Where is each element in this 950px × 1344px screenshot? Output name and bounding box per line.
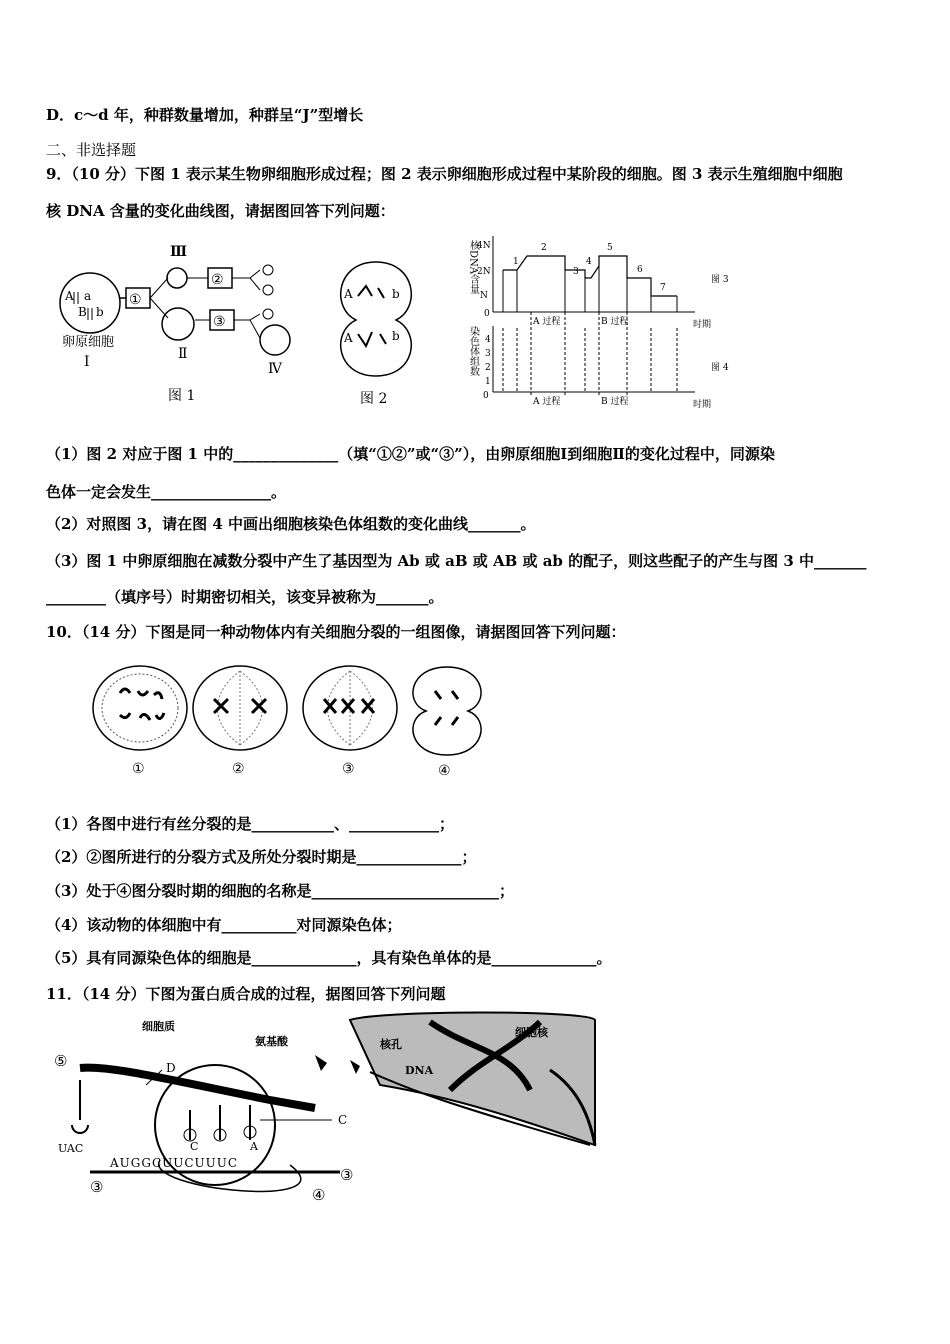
q9-heading-cont: 核 DNA 含量的变化曲线图，请据图回答下列问题： — [46, 202, 395, 220]
q10-part2: （2）②图所进行的分裂方式及所处分裂时期是______________； — [46, 848, 477, 866]
svg-text:①: ① — [132, 761, 145, 777]
svg-text:2: 2 — [485, 363, 491, 373]
figure-2-caption: 图 2 — [360, 391, 388, 407]
figure-1-caption: 图 1 — [168, 388, 196, 404]
q10-heading: 10．（14 分）下图是同一种动物体内有关细胞分裂的一组图像，请据图回答下列问题： — [46, 623, 626, 641]
svg-text:C: C — [190, 1140, 199, 1153]
svg-text:b: b — [392, 329, 400, 343]
fig3-ylabel: 核DNA含量 — [467, 240, 479, 294]
q9-part3-cont: ________（填序号）时期密切相关，该变异被称为_______。 — [46, 588, 444, 606]
svg-text:细胞质: 细胞质 — [142, 1020, 175, 1033]
svg-text:③: ③ — [342, 761, 355, 777]
svg-text:A: A — [344, 331, 353, 345]
svg-text:N: N — [480, 291, 488, 301]
figure-2 — [326, 258, 426, 413]
q9-part1: （1）图 2 对应于图 1 中的______________（填“①②”或“③”），由卵原细胞Ⅰ到细胞Ⅱ的变化过程中，同源染 — [46, 445, 775, 463]
cell-4 — [413, 667, 481, 755]
svg-text:⑤: ⑤ — [54, 1052, 68, 1070]
svg-text:B 过程: B 过程 — [601, 317, 629, 327]
svg-text:6: 6 — [637, 265, 643, 275]
svg-text:③: ③ — [340, 1166, 354, 1184]
svg-text:时期: 时期 — [693, 400, 712, 410]
cell-IV — [260, 325, 290, 355]
q9-part2: （2）对照图 3，请在图 4 中画出细胞核染色体组数的变化曲线_______。 — [46, 515, 536, 533]
q10-part5: （5）具有同源染色体的细胞是______________，具有染色单体的是______________。 — [46, 949, 612, 967]
svg-text:3: 3 — [573, 267, 579, 277]
step-3: ③ — [213, 314, 226, 330]
svg-text:1: 1 — [513, 257, 519, 267]
genotype-B: B — [78, 305, 87, 319]
genotype-a: a — [84, 289, 92, 303]
mrna-sequence: AUGGCUUCUUUC — [110, 1156, 239, 1170]
svg-text:4: 4 — [485, 335, 491, 345]
figure-3-4 — [455, 226, 745, 416]
roman-4: Ⅳ — [268, 361, 282, 377]
svg-text:核孔: 核孔 — [380, 1038, 402, 1051]
step-1: ① — [129, 292, 142, 308]
q9-part3: （3）图 1 中卵原细胞在减数分裂中产生了基因型为 Ab 或 aB 或 AB 或 ab 的配子，则这些配子的产生与图 3 中_______ — [46, 552, 867, 570]
svg-text:A: A — [250, 1140, 258, 1153]
svg-text:7: 7 — [660, 283, 666, 293]
svg-text:DNA: DNA — [405, 1064, 434, 1077]
svg-text:4N: 4N — [477, 241, 491, 251]
q10-part4: （4）该动物的体细胞中有__________对同源染色体； — [46, 916, 402, 934]
q10-part1: （1）各图中进行有丝分裂的是___________、____________； — [46, 815, 454, 833]
figure-3-caption: 图 3 — [711, 275, 729, 285]
svg-text:2: 2 — [541, 243, 547, 253]
svg-text:0: 0 — [484, 309, 490, 319]
svg-text:B 过程: B 过程 — [601, 397, 629, 407]
genotype-A: A — [65, 289, 74, 303]
step-2: ② — [211, 272, 224, 288]
q9-heading: 9．（10 分）下图 1 表示某生物卵细胞形成过程；图 2 表示卵细胞形成过程中某阶段的细胞。图 3 表示生殖细胞中细胞 — [46, 165, 843, 183]
svg-text:A 过程: A 过程 — [533, 397, 561, 407]
q10-part3: （3）处于④图分裂时期的细胞的名称是_________________________； — [46, 882, 514, 900]
figure-10 — [90, 663, 490, 783]
section-heading: 二、非选择题 — [46, 141, 137, 159]
svg-text:UAC: UAC — [58, 1142, 84, 1155]
svg-text:b: b — [392, 287, 400, 301]
cell-I — [60, 273, 120, 333]
svg-text:0: 0 — [483, 391, 489, 401]
svg-text:3: 3 — [485, 349, 491, 359]
svg-text:C: C — [338, 1113, 348, 1127]
svg-text:2N: 2N — [477, 267, 491, 277]
svg-text:A 过程: A 过程 — [533, 317, 561, 327]
cell-II — [162, 308, 194, 340]
figure-11 — [50, 1010, 600, 1210]
svg-text:③: ③ — [90, 1178, 104, 1196]
svg-text:4: 4 — [586, 257, 592, 267]
roman-1: Ⅰ — [84, 354, 90, 370]
cell-III — [167, 268, 187, 288]
q11-heading: 11．（14 分）下图为蛋白质合成的过程，据图回答下列问题 — [46, 985, 446, 1003]
cell-label: 卵原细胞 — [62, 335, 115, 350]
q9-part1-cont: 色体一定会发生________________。 — [46, 483, 287, 501]
svg-text:④: ④ — [312, 1186, 326, 1204]
svg-text:1: 1 — [485, 377, 491, 387]
option-d: D．c～d 年，种群数量增加，种群呈“J”型增长 — [46, 106, 364, 124]
roman-3: Ⅲ — [170, 244, 188, 260]
svg-text:④: ④ — [438, 763, 451, 779]
svg-text:氨基酸: 氨基酸 — [255, 1035, 288, 1048]
svg-text:细胞核: 细胞核 — [515, 1026, 548, 1039]
figure-1 — [50, 238, 320, 413]
fig4-ylabel: 染色体组数 — [467, 326, 479, 376]
genotype-b: b — [96, 305, 104, 319]
svg-text:D: D — [166, 1061, 176, 1075]
roman-2: Ⅱ — [178, 346, 188, 362]
svg-text:时期: 时期 — [693, 320, 712, 330]
svg-text:5: 5 — [607, 243, 613, 253]
svg-text:A: A — [344, 287, 353, 301]
cell-1 — [93, 666, 187, 750]
dividing-cell — [341, 262, 412, 376]
svg-text:②: ② — [232, 761, 245, 777]
figure-4-caption: 图 4 — [711, 363, 729, 373]
